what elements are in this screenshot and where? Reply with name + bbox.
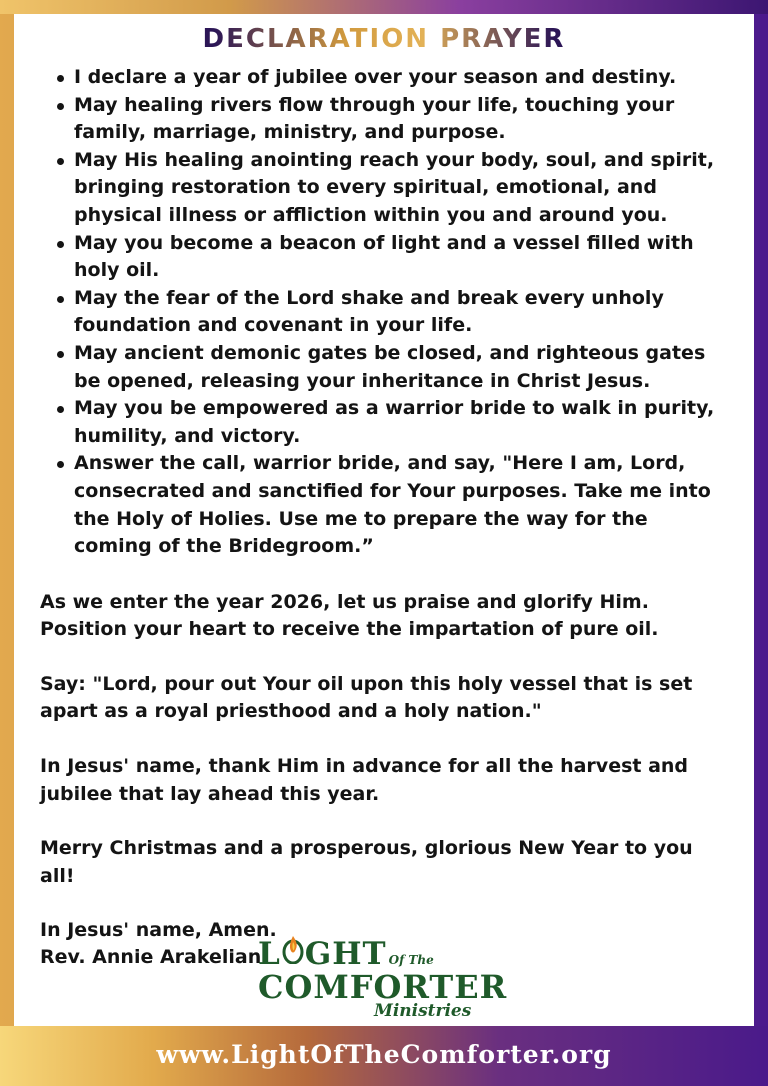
bullet-icon	[57, 461, 64, 468]
list-item: May you become a beacon of light and a vessel filled with holy oil.	[40, 230, 730, 285]
logo-line-comforter: COMFORTER	[258, 968, 508, 1006]
paragraph-greeting: Merry Christmas and a prosperous, glorious New Year to you all!	[40, 837, 693, 887]
page-border-top	[0, 0, 768, 14]
paragraph-praise: As we enter the year 2026, let us praise and glorify Him. Position your heart to receive the impartation of pure oil.	[40, 590, 659, 641]
prayer-body	[40, 64, 730, 971]
logo-line-light: L GHT Of The	[258, 932, 434, 980]
flame-icon	[282, 932, 304, 964]
list-item: May healing rivers flow through your life, touching your family, marriage, ministry, and purpose.	[40, 92, 730, 147]
list-item: May ancient demonic gates be closed, and righteous gates be opened, releasing your inheritance in Christ Jesus.	[40, 340, 730, 395]
bullet-icon	[57, 351, 64, 358]
logo-line-ministries: Ministries	[374, 1001, 472, 1021]
bullet-icon	[57, 103, 64, 110]
bullet-icon	[57, 241, 64, 248]
paragraph-thanks: In Jesus' name, thank Him in advance for all the harvest and jubilee that lay ahead this year.	[40, 755, 689, 805]
bullet-icon	[57, 296, 64, 303]
page-title: DECLARATION PRAYER	[0, 24, 768, 54]
declaration-list	[40, 64, 730, 561]
signature: Rev. Annie Arakelian	[40, 946, 262, 969]
bullet-icon	[57, 75, 64, 82]
list-item: May the fear of the Lord shake and break every unholy foundation and covenant in your life.	[40, 285, 730, 340]
list-item: I declare a year of jubilee over your season and destiny.	[40, 64, 730, 92]
list-item: May you be empowered as a warrior bride to walk in purity, humility, and victory.	[40, 395, 730, 450]
paragraph-say: Say: "Lord, pour out Your oil upon this holy vessel that is set apart as a royal priesthood and a holy nation."	[40, 672, 693, 723]
bullet-icon	[57, 406, 64, 413]
website-link[interactable]: www.LightOfTheComforter.org	[156, 1040, 612, 1069]
bullet-icon	[57, 158, 64, 165]
ministry-logo	[256, 932, 508, 1024]
closing-line: In Jesus' name, Amen.	[40, 919, 277, 942]
list-item: May His healing anointing reach your body, soul, and spirit, bringing restoration to every spiritual, emotional, and physical illness or affliction within you and around you.	[40, 147, 730, 230]
list-item: Answer the call, warrior bride, and say, "Here I am, Lord, consecrated and sanctified for Your purposes. Take me into the Holy of Holies. Use me to prepare the way for the coming of the Bridegroom.”	[40, 450, 730, 560]
